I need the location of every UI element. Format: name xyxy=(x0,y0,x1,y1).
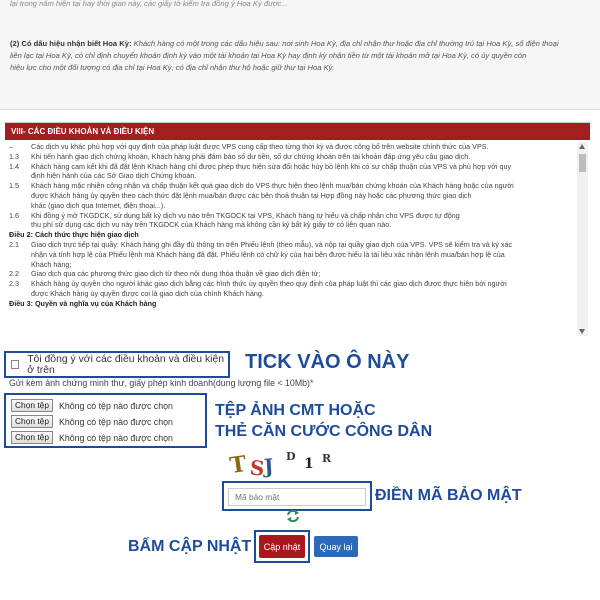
terms-section-heading xyxy=(9,299,574,309)
terms-scrollbar[interactable] xyxy=(577,142,588,336)
scroll-thumb[interactable] xyxy=(579,154,586,172)
terms-line-text: Khách hàng mặc nhiên công nhận và chấp thuận kết quả giao dịch do VPS thực hiện theo lệnh mua/bán chứng khoán của Khách hàng hoặc của người xyxy=(31,181,514,191)
terms-line xyxy=(9,191,574,201)
terms-line-number: 1.5 xyxy=(9,181,19,191)
tick-callout: TICK VÀO Ô NÀY xyxy=(245,351,410,373)
terms-line xyxy=(9,152,574,162)
back-button[interactable]: Quay lại xyxy=(314,536,358,557)
captcha-char: 1 xyxy=(304,456,314,472)
file-upload-row xyxy=(11,398,205,413)
fatca-label: (2) Có dấu hiệu nhận biết Hoa Kỳ: xyxy=(10,39,132,48)
update-button-frame xyxy=(254,530,310,563)
choose-file-button[interactable]: Chọn tệp xyxy=(11,399,53,412)
captcha-callout: ĐIỀN MÃ BẢO MẬT xyxy=(375,487,522,504)
terms-line-text: Giao dịch trực tiếp tại quầy: Khách hàng ghi đầy đủ thông tin trên Phiếu lệnh (theo mẫu), và nộp tại quầy giao dịch của VPS. VPS sẽ kiểm tra và ký xác xyxy=(31,239,513,249)
captcha-char: R xyxy=(322,452,332,465)
terms-line xyxy=(9,260,574,270)
fatca-cut-line: lại trong năm hiện tại hay thời gian này, các giấy tờ kiểm tra đồng ý Hoa Kỳ được... xyxy=(10,0,288,8)
terms-line-number: 1.6 xyxy=(9,210,19,220)
captcha-char: T xyxy=(228,450,249,480)
choose-file-button[interactable]: Chọn tệp xyxy=(11,415,53,428)
terms-line xyxy=(9,142,574,152)
terms-line xyxy=(9,269,574,279)
fatca-line1: Khách hàng có một trong các dấu hiệu sau: nơi sinh Hoa Kỳ, địa chỉ nhận thư hoặc địa chỉ thường trú tại Hoa Kỳ, số điện thoại xyxy=(131,39,559,48)
captcha-image xyxy=(226,450,356,480)
terms-line xyxy=(9,220,574,230)
terms-lines xyxy=(9,142,574,309)
agree-terms-checkbox[interactable] xyxy=(11,360,19,369)
terms-line xyxy=(9,181,574,191)
fatca-line2: liên lạc tại Hoa Kỳ, có chỉ định chuyển khoản định kỳ vào một tài khoản tại Hoa Kỳ hay định kỳ nhận tiền từ một tài khoản mở tại Hoa Kỳ, có ủy quyền còn xyxy=(10,51,527,60)
file-upload-row xyxy=(11,430,205,445)
terms-line-number: 2.2 xyxy=(9,269,19,279)
terms-line-text: Khách hàng; xyxy=(31,259,72,269)
terms-line xyxy=(9,171,574,181)
terms-line xyxy=(9,240,574,250)
terms-line xyxy=(9,279,574,289)
terms-line-text: Khi đồng ý mở TKGDCK, sử dụng bất kỳ dịch vụ nào trên TKGDCK tại VPS, Khách hàng tự hiểu và chấp nhận cho VPS được tự động xyxy=(31,210,460,220)
terms-line-text: định hiện hành của các Sở Giao dịch Chứng khoán. xyxy=(31,171,197,181)
terms-line-text: Điều 3: Quyền và nghĩa vụ của Khách hàng xyxy=(9,298,157,308)
terms-line-number: 2.1 xyxy=(9,239,19,249)
file-callout-line1: TỆP ẢNH CMT HOẶC xyxy=(215,402,376,419)
terms-line-text: được Khách hàng ủy quyền theo cách thức đặt lệnh mua/bán được các bên thoả thuận tại Hợp đồng này hoặc các phương thức giao dịch xyxy=(31,190,472,200)
choose-file-button[interactable]: Chọn tệp xyxy=(11,431,53,444)
terms-line-text: nhận và tính hợp lệ của Phiếu lệnh mà Khách hàng đã đặt. Phiếu lệnh có chữ ký của hai bên được hiểu là tài liệu xác nhận lệnh mua/bán hợp lệ của xyxy=(31,249,505,259)
file-upload-group xyxy=(4,393,207,448)
terms-line xyxy=(9,201,574,211)
scroll-up-icon[interactable] xyxy=(579,144,585,149)
terms-line-text: thu phí sử dụng các dịch vụ này trên TKGDCK của Khách hàng mà không cần ký bất kỳ giấy tờ có liên quan nào. xyxy=(31,220,392,230)
terms-line xyxy=(9,211,574,221)
terms-line xyxy=(9,250,574,260)
captcha-input-frame xyxy=(222,481,372,511)
fatca-line3: hiệu lực cho một đối tượng có địa chỉ tại Hoa Kỳ, có địa chỉ nhận thư hộ hoặc giữ thư tại Hoa Kỳ. xyxy=(10,63,335,72)
terms-line-number: 2.3 xyxy=(9,279,19,289)
terms-line-number: – xyxy=(9,142,13,151)
terms-line-text: Khi tiến hành giao dịch chứng khoán, Khách hàng phải đảm bảo số dư tiền, số dư chứng khoán trên tài khoản đáp ứng yêu cầu giao dịch. xyxy=(31,151,471,161)
terms-line xyxy=(9,289,574,299)
update-button[interactable]: Cập nhật xyxy=(259,535,305,558)
terms-line-text: Điều 2: Cách thức thực hiện giao dịch xyxy=(9,230,139,240)
terms-line-text: Các dịch vụ khác phù hợp với quy định của pháp luật được VPS cung cấp theo từng thời kỳ và được công bố trên website chính thức của VPS. xyxy=(31,142,489,151)
file-status: Không có tệp nào được chọn xyxy=(59,416,173,427)
update-callout: BẤM CẬP NHẬT xyxy=(128,538,252,555)
file-upload-row xyxy=(11,414,205,429)
terms-line-text: Khách hàng ủy quyền cho người khác giao dịch bằng các hình thức ủy quyền theo quy định của pháp luật thì các giao dịch được thực hiện bởi người xyxy=(31,279,507,289)
terms-header: VIII- CÁC ĐIỀU KHOẢN VÀ ĐIỀU KIỆN xyxy=(5,123,590,140)
fatca-section xyxy=(0,0,600,110)
terms-line xyxy=(9,162,574,172)
captcha-char: S xyxy=(248,455,266,481)
terms-scroll-area[interactable] xyxy=(5,140,590,338)
scroll-down-icon[interactable] xyxy=(579,329,585,334)
terms-line-text: khác (giao dịch qua Internet, điện thoại...). xyxy=(31,200,166,210)
captcha-char: J xyxy=(263,453,275,479)
captcha-char: D xyxy=(286,450,296,463)
fatca-paragraph xyxy=(10,38,590,74)
terms-line-text: được Khách hàng ủy quyền được coi là giao dịch của chính Khách hàng. xyxy=(31,288,264,298)
file-status: Không có tệp nào được chọn xyxy=(59,400,173,411)
attach-note: Gửi kèm ảnh chứng minh thư, giấy phép kinh doanh(dung lượng file < 10Mb)* xyxy=(9,378,314,388)
refresh-captcha-icon[interactable] xyxy=(286,509,300,523)
terms-line-number: 1.3 xyxy=(9,151,19,161)
agree-terms-label[interactable]: Tôi đồng ý với các điều khoản và điều kiện ở trên xyxy=(27,353,225,376)
file-status: Không có tệp nào được chọn xyxy=(59,432,173,443)
file-callout xyxy=(215,400,432,442)
captcha-input[interactable] xyxy=(228,488,366,506)
agree-terms-frame xyxy=(4,351,230,378)
terms-line-number: 1.4 xyxy=(9,161,19,171)
terms-section-heading xyxy=(9,230,574,240)
terms-panel xyxy=(5,122,590,337)
terms-line-text: Giao dịch qua các phương thức giao dịch từ theo nội dung thỏa thuận về giao dịch điện tử; xyxy=(31,269,321,279)
file-callout-line2: THẺ CĂN CƯỚC CÔNG DÂN xyxy=(215,423,433,440)
terms-line-text: Khách hàng cam kết khi đã đặt lệnh Khách hàng chỉ được phép thực hiện sửa đổi hoặc hủy bỏ lệnh khi có sự chấp thuận của VPS và phù hợp với quy xyxy=(31,161,512,171)
